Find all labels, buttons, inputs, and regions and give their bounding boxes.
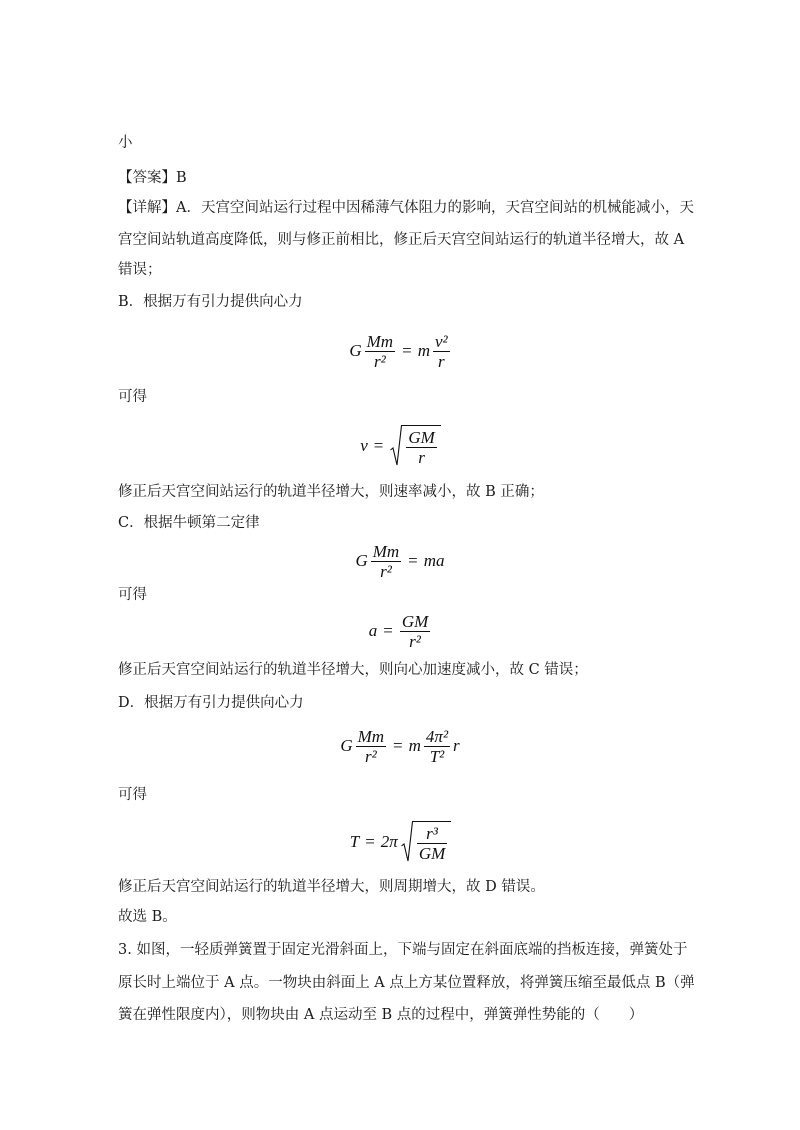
eq-numerator: 4π² [425, 726, 449, 746]
eq-lhs: a [368, 621, 378, 640]
eq-fraction-lhs [365, 332, 395, 371]
part-d-conclusion: 修正后天宫空间站运行的轨道半径增大，则周期增大，故 D 错误。 [118, 879, 545, 895]
eq-coefficient: 2π [380, 832, 398, 851]
radicand [413, 821, 451, 863]
eq-equals: = [402, 341, 412, 360]
detail-line-3: 错误； [118, 262, 162, 278]
eq-denominator: r [437, 351, 445, 371]
radical-sign-icon [401, 821, 413, 863]
equation-d-gravity-period [0, 725, 800, 767]
radicand [402, 425, 440, 467]
equation-c-acceleration-result [0, 610, 800, 652]
equation-b-velocity-result [0, 425, 800, 467]
eq-numerator: v² [434, 331, 448, 351]
eq-numerator: r³ [417, 824, 447, 844]
eq-fraction-rhs [400, 612, 430, 651]
answer-line: 【答案】B [118, 170, 187, 186]
eq-rhs: ma [423, 551, 445, 570]
eq-equals: = [365, 832, 375, 851]
part-c-intro: C．根据牛顿第二定律 [118, 515, 260, 531]
eq-denominator: r² [409, 631, 421, 651]
part-b-derive: 可得 [118, 389, 147, 405]
eq-coefficient: G [349, 341, 362, 360]
eq-rhs-coefficient: m [417, 341, 430, 360]
part-c-conclusion: 修正后天宫空间站运行的轨道半径增大，则向心加速度减小，故 C 错误； [118, 662, 588, 678]
part-b-conclusion: 修正后天宫空间站运行的轨道半径增大，则速率减小，故 B 正确； [118, 484, 544, 500]
eq-equals: = [373, 436, 384, 455]
eq-denominator: r² [380, 561, 392, 581]
eq-equals: = [383, 621, 393, 640]
eq-lhs: T [349, 832, 360, 851]
eq-rhs-tail: r [453, 736, 460, 755]
eq-coefficient: G [355, 551, 368, 570]
square-root [401, 821, 451, 863]
eq-denominator: T² [429, 746, 445, 766]
part-b-intro: B．根据万有引力提供向心力 [118, 294, 303, 310]
eq-denominator: r² [374, 351, 386, 371]
question-3-line-1: 3. 如图，一轻质弹簧置于固定光滑斜面上，下端与固定在斜面底端的挡板连接，弹簧处于 [118, 942, 688, 958]
eq-fraction-rhs [433, 332, 450, 371]
eq-numerator: Mm [357, 726, 385, 746]
question-3-line-2: 原长时上端位于 A 点。一物块由斜面上 A 点上方某位置释放，将弹簧压缩至最低点 B（弹 [118, 975, 695, 991]
eq-fraction-radicand [417, 824, 447, 863]
eq-numerator: Mm [372, 541, 400, 561]
part-d-intro: D．根据万有引力提供向心力 [118, 695, 304, 711]
eq-equals: = [393, 736, 403, 755]
eq-numerator: Mm [366, 331, 394, 351]
square-root [390, 425, 440, 467]
part-d-derive: 可得 [118, 787, 147, 803]
eq-numerator: GM [401, 611, 429, 631]
part-c-derive: 可得 [118, 587, 147, 603]
eq-lhs: v [360, 436, 368, 455]
eq-fraction-radicand [406, 428, 436, 467]
final-choice: 故选 B。 [118, 909, 177, 925]
eq-rhs-coefficient: m [408, 736, 421, 755]
eq-denominator: r² [364, 746, 377, 766]
equation-d-period-result [0, 821, 800, 863]
question-3-line-3: 簧在弹性限度内），则物块由 A 点运动至 B 点的过程中，弹簧弹性势能的（ ） [118, 1007, 644, 1023]
eq-fraction-rhs [424, 727, 450, 766]
eq-coefficient: G [340, 736, 353, 755]
detail-line-1: 【详解】A．天宫空间站运行过程中因稀薄气体阻力的影响，天宫空间站的机械能减小，天 [118, 200, 694, 216]
equation-b-gravity-centripetal [0, 330, 800, 372]
eq-fraction-lhs [371, 542, 401, 581]
radical-sign-icon [390, 425, 402, 467]
eq-denominator: GM [418, 843, 446, 863]
eq-denominator: r [418, 447, 425, 467]
eq-equals: = [408, 551, 418, 570]
previous-page-fragment: 小 [118, 135, 133, 151]
detail-line-2: 宫空间站轨道高度降低，则与修正前相比，修正后天宫空间站运行的轨道半径增大，故 A [118, 232, 685, 248]
eq-numerator: GM [408, 427, 435, 447]
equation-c-newton-second-law [0, 540, 800, 582]
eq-fraction-lhs [356, 727, 386, 766]
